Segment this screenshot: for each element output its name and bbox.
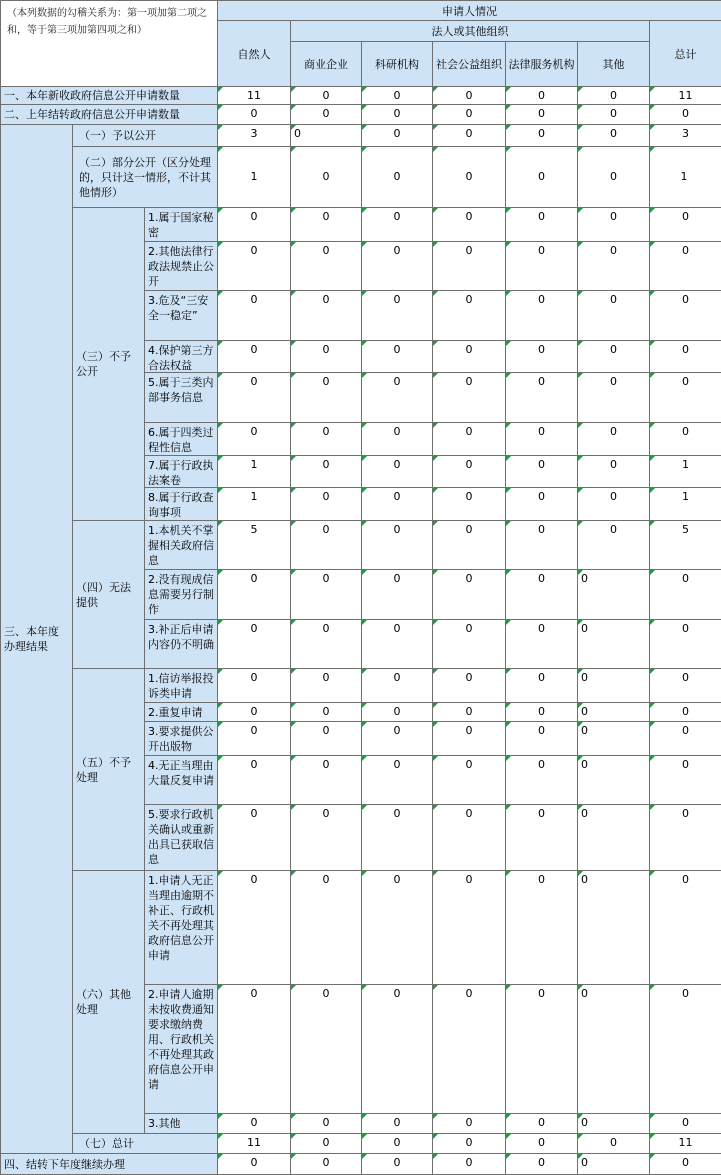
not-public-item-label: 7.属于行政执法案卷	[144, 455, 218, 488]
not-processed-item-total: 0	[649, 755, 721, 805]
row-new-requests-total: 11	[649, 86, 721, 105]
not-processed-item-legal-service-org: 0	[505, 755, 578, 805]
not-processed-item-research-institution: 0	[361, 668, 433, 703]
not-public-item-research-institution: 0	[361, 340, 433, 373]
partial-natural-person: 1	[217, 146, 291, 208]
not-public-item-other-org: 0	[577, 422, 650, 456]
partial-public-welfare-org: 0	[432, 146, 506, 208]
not-public-item-total: 0	[649, 372, 721, 423]
cannot-provide-item-natural-person: 0	[217, 619, 291, 669]
not-processed-item-label: 1.信访举报投诉类申请	[144, 668, 218, 703]
not-processed-item-label: 2.重复申请	[144, 702, 218, 722]
not-processed-item-other-org: 0	[577, 804, 650, 871]
not-processed-item-total: 0	[649, 721, 721, 756]
row-carried-requests-research-institution: 0	[361, 104, 433, 125]
not-processed-item-total: 0	[649, 804, 721, 871]
not-public-item-public-welfare-org: 0	[432, 455, 506, 488]
not-public-item-commercial-enterprise: 0	[290, 487, 362, 521]
not-public-item-total: 0	[649, 422, 721, 456]
other-processing-item-commercial-enterprise: 0	[290, 870, 362, 985]
row-carried-requests-natural-person: 0	[217, 104, 291, 125]
not-public-item-natural-person: 0	[217, 207, 291, 242]
row-new-requests-label: 一、本年新收政府信息公开申请数量	[0, 86, 218, 105]
not-public-item-total: 0	[649, 340, 721, 373]
not-public-item-other-org: 0	[577, 455, 650, 488]
not-processed-item-public-welfare-org: 0	[432, 755, 506, 805]
header-legal-entity: 法人或其他组织	[290, 20, 650, 42]
carryover-commercial-enterprise: 0	[290, 1153, 362, 1175]
not-processed-item-public-welfare-org: 0	[432, 702, 506, 722]
cannot-provide-item-commercial-enterprise: 0	[290, 569, 362, 620]
results-section-label: 三、本年度办理结果	[0, 124, 73, 1154]
other-processing-item-commercial-enterprise: 0	[290, 984, 362, 1114]
not-processed-item-commercial-enterprise: 0	[290, 755, 362, 805]
not-processed-item-legal-service-org: 0	[505, 721, 578, 756]
row-carried-requests-other-org: 0	[577, 104, 650, 125]
row-carried-requests-legal-service-org: 0	[505, 104, 578, 125]
cannot-provide-item-research-institution: 0	[361, 619, 433, 669]
not-public-item-other-org: 0	[577, 487, 650, 521]
granted-public-welfare-org: 0	[432, 124, 506, 147]
not-processed-item-other-org: 0	[577, 721, 650, 756]
header-col-legal-service-org: 法律服务机构	[505, 41, 578, 87]
not-public-item-public-welfare-org: 0	[432, 487, 506, 521]
header-col-total: 总计	[649, 20, 721, 87]
not-public-item-commercial-enterprise: 0	[290, 422, 362, 456]
not-processed-label: （五）不予处理	[72, 668, 145, 871]
not-public-item-commercial-enterprise: 0	[290, 372, 362, 423]
other-processing-item-natural-person: 0	[217, 984, 291, 1114]
cannot-provide-item-total: 0	[649, 619, 721, 669]
partial-total: 1	[649, 146, 721, 208]
other-processing-item-natural-person: 0	[217, 870, 291, 985]
cannot-provide-item-total: 0	[649, 569, 721, 620]
not-public-item-total: 1	[649, 487, 721, 521]
not-public-item-other-org: 0	[577, 241, 650, 291]
granted-commercial-enterprise: 0	[290, 124, 362, 147]
row-carried-requests-commercial-enterprise: 0	[290, 104, 362, 125]
other-processing-item-total: 0	[649, 1113, 721, 1134]
not-public-item-legal-service-org: 0	[505, 340, 578, 373]
other-processing-item-research-institution: 0	[361, 1113, 433, 1134]
not-processed-item-commercial-enterprise: 0	[290, 668, 362, 703]
carryover-public-welfare-org: 0	[432, 1153, 506, 1175]
not-processed-item-research-institution: 0	[361, 721, 433, 756]
not-processed-item-label: 5.要求行政机关确认或重新出具已获取信息	[144, 804, 218, 871]
results-total-total: 11	[649, 1133, 721, 1154]
not-processed-item-commercial-enterprise: 0	[290, 702, 362, 722]
header-col-other-org: 其他	[577, 41, 650, 87]
not-public-item-commercial-enterprise: 0	[290, 340, 362, 373]
not-public-item-research-institution: 0	[361, 487, 433, 521]
not-public-item-total: 1	[649, 455, 721, 488]
cannot-provide-item-other-org: 0	[577, 569, 650, 620]
not-public-item-natural-person: 0	[217, 340, 291, 373]
row-new-requests-legal-service-org: 0	[505, 86, 578, 105]
other-processing-item-public-welfare-org: 0	[432, 870, 506, 985]
other-processing-item-public-welfare-org: 0	[432, 984, 506, 1114]
not-public-item-label: 1.属于国家秘密	[144, 207, 218, 242]
not-processed-item-commercial-enterprise: 0	[290, 804, 362, 871]
cannot-provide-item-public-welfare-org: 0	[432, 569, 506, 620]
not-processed-item-label: 4.无正当理由大量反复申请	[144, 755, 218, 805]
row-new-requests-public-welfare-org: 0	[432, 86, 506, 105]
other-processing-item-label: 1.申请人无正当理由逾期不补正、行政机关不再处理其政府信息公开申请	[144, 870, 218, 985]
not-processed-item-legal-service-org: 0	[505, 702, 578, 722]
cannot-provide-item-label: 3.补正后申请内容仍不明确	[144, 619, 218, 669]
not-public-item-research-institution: 0	[361, 241, 433, 291]
granted-natural-person: 3	[217, 124, 291, 147]
cannot-provide-item-legal-service-org: 0	[505, 520, 578, 570]
other-processing-item-total: 0	[649, 984, 721, 1114]
not-processed-item-legal-service-org: 0	[505, 804, 578, 871]
other-processing-item-label: 3.其他	[144, 1113, 218, 1134]
not-processed-item-public-welfare-org: 0	[432, 668, 506, 703]
granted-label: （一）予以公开	[72, 124, 218, 147]
results-total-other-org: 0	[577, 1133, 650, 1154]
results-total-legal-service-org: 0	[505, 1133, 578, 1154]
not-processed-item-natural-person: 0	[217, 702, 291, 722]
not-public-item-research-institution: 0	[361, 422, 433, 456]
not-public-item-commercial-enterprise: 0	[290, 241, 362, 291]
not-public-item-legal-service-org: 0	[505, 372, 578, 423]
other-processing-item-legal-service-org: 0	[505, 870, 578, 985]
not-processed-item-natural-person: 0	[217, 668, 291, 703]
row-new-requests-research-institution: 0	[361, 86, 433, 105]
not-public-item-label: 4.保护第三方合法权益	[144, 340, 218, 373]
not-processed-item-research-institution: 0	[361, 702, 433, 722]
not-public-label: （三）不予公开	[72, 207, 145, 521]
partial-other-org: 0	[577, 146, 650, 208]
not-processed-item-legal-service-org: 0	[505, 668, 578, 703]
not-public-item-commercial-enterprise: 0	[290, 207, 362, 242]
not-processed-item-other-org: 0	[577, 702, 650, 722]
cannot-provide-item-label: 1.本机关不掌握相关政府信息	[144, 520, 218, 570]
header-col-public-welfare-org: 社会公益组织	[432, 41, 506, 87]
results-total-label: （七）总计	[72, 1133, 218, 1154]
other-processing-item-other-org: 0	[577, 870, 650, 985]
cannot-provide-item-other-org: 0	[577, 619, 650, 669]
other-processing-item-other-org: 0	[577, 1113, 650, 1134]
not-public-item-natural-person: 0	[217, 290, 291, 341]
not-public-item-total: 0	[649, 290, 721, 341]
not-processed-item-other-org: 0	[577, 668, 650, 703]
cannot-provide-item-label: 2.没有现成信息需要另行制作	[144, 569, 218, 620]
row-carried-requests-public-welfare-org: 0	[432, 104, 506, 125]
not-processed-item-other-org: 0	[577, 755, 650, 805]
partial-label: （二）部分公开（区分处理的，只计这一情形，不计其他情形）	[72, 146, 218, 208]
partial-commercial-enterprise: 0	[290, 146, 362, 208]
results-total-research-institution: 0	[361, 1133, 433, 1154]
not-public-item-legal-service-org: 0	[505, 290, 578, 341]
not-public-item-natural-person: 0	[217, 422, 291, 456]
other-processing-item-label: 2.申请人逾期未按收费通知要求缴纳费用、行政机关不再处理其政府信息公开申请	[144, 984, 218, 1114]
other-processing-item-legal-service-org: 0	[505, 984, 578, 1114]
not-public-item-label: 6.属于四类过程性信息	[144, 422, 218, 456]
results-total-public-welfare-org: 0	[432, 1133, 506, 1154]
not-public-item-label: 3.危及“三安全一稳定”	[144, 290, 218, 341]
row-new-requests-commercial-enterprise: 0	[290, 86, 362, 105]
not-public-item-commercial-enterprise: 0	[290, 290, 362, 341]
not-public-item-research-institution: 0	[361, 290, 433, 341]
granted-research-institution: 0	[361, 124, 433, 147]
not-processed-item-total: 0	[649, 668, 721, 703]
granted-other-org: 0	[577, 124, 650, 147]
cannot-provide-item-public-welfare-org: 0	[432, 619, 506, 669]
not-processed-item-public-welfare-org: 0	[432, 804, 506, 871]
row-new-requests-other-org: 0	[577, 86, 650, 105]
not-public-item-legal-service-org: 0	[505, 455, 578, 488]
partial-research-institution: 0	[361, 146, 433, 208]
cannot-provide-item-total: 5	[649, 520, 721, 570]
not-processed-item-natural-person: 0	[217, 721, 291, 756]
header-applicant-info: 申请人情况	[217, 0, 721, 21]
not-public-item-commercial-enterprise: 0	[290, 455, 362, 488]
not-public-item-public-welfare-org: 0	[432, 290, 506, 341]
not-processed-item-public-welfare-org: 0	[432, 721, 506, 756]
cannot-provide-label: （四）无法提供	[72, 520, 145, 669]
not-public-item-public-welfare-org: 0	[432, 422, 506, 456]
other-processing-item-research-institution: 0	[361, 870, 433, 985]
not-public-item-legal-service-org: 0	[505, 487, 578, 521]
carryover-natural-person: 0	[217, 1153, 291, 1175]
not-public-item-public-welfare-org: 0	[432, 207, 506, 242]
carryover-other-org: 0	[577, 1153, 650, 1175]
header-note: （本列数据的勾稽关系为：第一项加第二项之和，等于第三项加第四项之和）	[0, 0, 218, 87]
not-public-item-research-institution: 0	[361, 372, 433, 423]
not-public-item-other-org: 0	[577, 340, 650, 373]
other-processing-item-commercial-enterprise: 0	[290, 1113, 362, 1134]
granted-legal-service-org: 0	[505, 124, 578, 147]
results-total-natural-person: 11	[217, 1133, 291, 1154]
not-processed-item-label: 3.要求提供公开出版物	[144, 721, 218, 756]
not-public-item-natural-person: 0	[217, 372, 291, 423]
not-processed-item-research-institution: 0	[361, 755, 433, 805]
not-public-item-legal-service-org: 0	[505, 241, 578, 291]
cannot-provide-item-natural-person: 0	[217, 569, 291, 620]
not-public-item-other-org: 0	[577, 207, 650, 242]
not-public-item-other-org: 0	[577, 290, 650, 341]
carryover-legal-service-org: 0	[505, 1153, 578, 1175]
granted-total: 3	[649, 124, 721, 147]
partial-legal-service-org: 0	[505, 146, 578, 208]
other-processing-item-legal-service-org: 0	[505, 1113, 578, 1134]
header-col-research-institution: 科研机构	[361, 41, 433, 87]
not-processed-item-total: 0	[649, 702, 721, 722]
not-processed-item-natural-person: 0	[217, 755, 291, 805]
not-public-item-research-institution: 0	[361, 207, 433, 242]
not-public-item-other-org: 0	[577, 372, 650, 423]
not-public-item-legal-service-org: 0	[505, 207, 578, 242]
cannot-provide-item-commercial-enterprise: 0	[290, 619, 362, 669]
other-processing-label: （六）其他处理	[72, 870, 145, 1134]
cannot-provide-item-legal-service-org: 0	[505, 619, 578, 669]
not-public-item-research-institution: 0	[361, 455, 433, 488]
not-processed-item-natural-person: 0	[217, 804, 291, 871]
row-new-requests-natural-person: 11	[217, 86, 291, 105]
cannot-provide-item-natural-person: 5	[217, 520, 291, 570]
not-public-item-natural-person: 0	[217, 241, 291, 291]
results-total-commercial-enterprise: 0	[290, 1133, 362, 1154]
not-public-item-public-welfare-org: 0	[432, 340, 506, 373]
not-public-item-public-welfare-org: 0	[432, 241, 506, 291]
not-processed-item-commercial-enterprise: 0	[290, 721, 362, 756]
cannot-provide-item-public-welfare-org: 0	[432, 520, 506, 570]
cannot-provide-item-research-institution: 0	[361, 569, 433, 620]
not-public-item-label: 8.属于行政查询事项	[144, 487, 218, 521]
not-public-item-total: 0	[649, 207, 721, 242]
other-processing-item-natural-person: 0	[217, 1113, 291, 1134]
other-processing-item-other-org: 0	[577, 984, 650, 1114]
not-public-item-label: 5.属于三类内部事务信息	[144, 372, 218, 423]
not-public-item-legal-service-org: 0	[505, 422, 578, 456]
not-public-item-natural-person: 1	[217, 487, 291, 521]
not-public-item-public-welfare-org: 0	[432, 372, 506, 423]
header-col-natural-person: 自然人	[217, 20, 291, 87]
not-public-item-total: 0	[649, 241, 721, 291]
carryover-research-institution: 0	[361, 1153, 433, 1175]
not-public-item-natural-person: 1	[217, 455, 291, 488]
row-carried-requests-label: 二、上年结转政府信息公开申请数量	[0, 104, 218, 125]
cannot-provide-item-other-org: 0	[577, 520, 650, 570]
other-processing-item-research-institution: 0	[361, 984, 433, 1114]
row-carried-requests-total: 0	[649, 104, 721, 125]
cannot-provide-item-commercial-enterprise: 0	[290, 520, 362, 570]
not-processed-item-research-institution: 0	[361, 804, 433, 871]
cannot-provide-item-legal-service-org: 0	[505, 569, 578, 620]
header-col-commercial-enterprise: 商业企业	[290, 41, 362, 87]
other-processing-item-public-welfare-org: 0	[432, 1113, 506, 1134]
carryover-total: 0	[649, 1153, 721, 1175]
cannot-provide-item-research-institution: 0	[361, 520, 433, 570]
carryover-label: 四、结转下年度继续办理	[0, 1153, 218, 1175]
not-public-item-label: 2.其他法律行政法规禁止公开	[144, 241, 218, 291]
other-processing-item-total: 0	[649, 870, 721, 985]
